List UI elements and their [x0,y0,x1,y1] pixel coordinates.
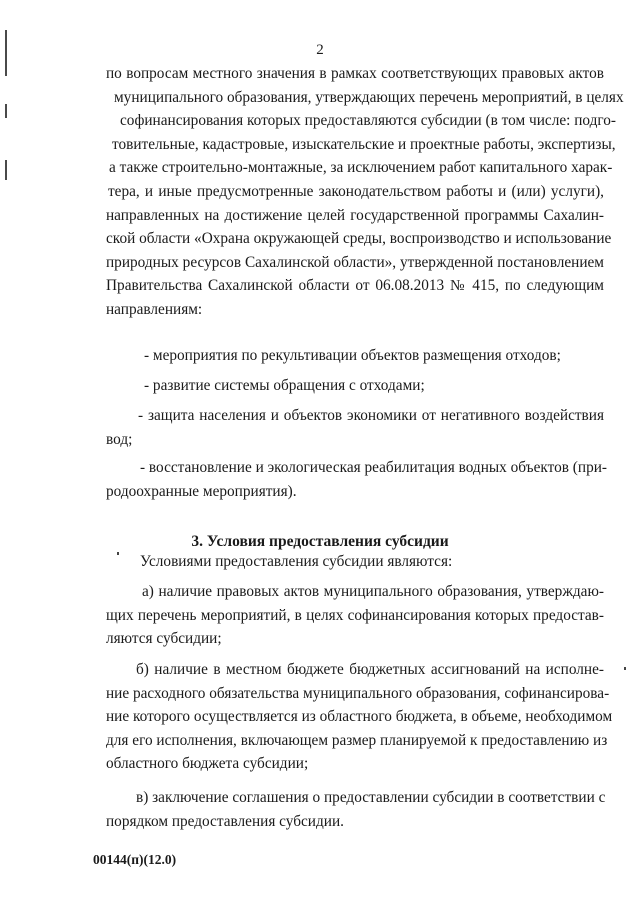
text-line: Условиями предоставления субсидии являются: [140,553,453,570]
intro-paragraph [106,62,624,322]
text-line: направлениям: [106,300,203,318]
text-line: - защита населения и объектов экономики от негативного воздействия [138,407,604,424]
text-line: щих перечень мероприятий, в целях софинансирования которых предостав- [106,606,604,624]
direction-item [106,456,608,503]
text-line: ляются субсидии; [106,630,222,648]
text-line: - развитие системы обращения с отходами; [144,377,425,394]
text-line: ние расходного обязательства муниципального образования, софинансирова- [106,684,610,702]
direction-item [106,344,640,368]
text-line: для его исполнения, включающем размер планируемой к предоставлению из [106,731,608,749]
text-line: по вопросам местного значения в рамках соответствующих правовых актов [106,65,604,82]
text-line: а) наличие правовых актов муниципального образования, утверждаю- [142,583,604,600]
text-line: вод; [106,430,133,448]
scan-margin-mark [5,160,7,180]
text-line: муниципального образования, утверждающих перечень мероприятий, в целях [114,88,624,106]
text-line: товительные, кадастровые, изыскательские и проектные работы, экспертизы, [112,135,616,153]
direction-item [106,374,640,398]
text-line: областного бюджета субсидии; [106,755,309,773]
text-line: б) наличие в местном бюджете бюджетных ассигнований на исполне- [136,661,604,678]
text-line: софинансирования которых предоставляются субсидии (в том числе: подго- [120,112,617,130]
text-line: ние которого осуществляется из областного бюджета, в объеме, необходимом [106,708,613,726]
document-code: 00144(п)(12.0) [93,852,177,867]
condition-item [106,658,613,776]
text-line: тера, и иные предусмотренные законодательством работы и (или) услуги), [108,182,604,200]
text-line: - мероприятия по рекультивации объектов размещения отходов; [144,347,561,364]
section-heading: 3. Условия предоставления субсидии [191,533,449,550]
scan-margin-mark [5,104,7,118]
page-number: 2 [316,42,324,58]
condition-item [106,580,604,651]
text-line: а также строительно-монтажные, за исключением работ капитального харак- [109,159,613,177]
text-line: Правительства Сахалинской области от 06.08.2013 № 415, по следующим [106,277,604,295]
condition-item [106,786,604,833]
text-line: природных ресурсов Сахалинской области», утвержденной постановлением [106,253,604,271]
text-line: родоохранные мероприятия). [106,482,297,500]
text-line: в) заключение соглашения о предоставлении субсидии в соответствии с [136,789,606,806]
section-intro [106,550,604,574]
text-line: порядком предоставления субсидии. [106,812,344,830]
direction-item [106,404,604,451]
scan-speck [624,667,626,670]
text-line: ской области «Охрана окружающей среды, воспроизводство и использование [106,230,612,248]
text-line: направленных на достижение целей государственной программы Сахалин- [106,206,604,224]
text-line: - восстановление и экологическая реабилитация водных объектов (при- [140,459,608,476]
